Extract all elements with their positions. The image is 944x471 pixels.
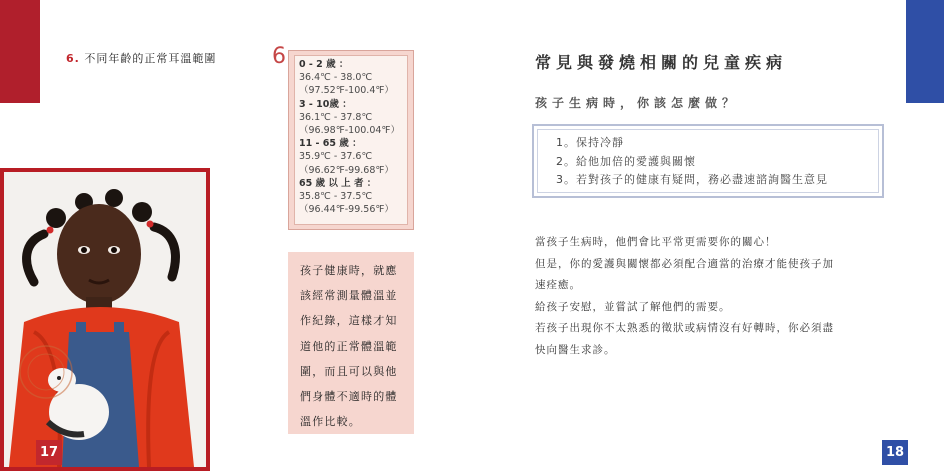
temp-celsius: 35.8℃ - 37.5℃ xyxy=(299,191,373,203)
advice-line: 道他的正常體溫範 xyxy=(300,339,398,353)
page-title: 常見與發燒相關的兒童疾病 xyxy=(535,53,788,72)
temperature-range-panel xyxy=(288,50,414,230)
body-line: 快向醫生求診。 xyxy=(535,343,616,356)
advice-line: 們身體不適時的體 xyxy=(300,390,398,404)
temp-fahrenheit: （97.52℉-100.4℉） xyxy=(299,85,394,97)
body-line: 當孩子生病時，他們會比平常更需要你的關心！ xyxy=(535,236,777,248)
temp-celsius: 36.1℃ - 37.8℃ xyxy=(299,111,373,123)
advice-line: 作紀錄，這樣才知 xyxy=(300,314,398,328)
temp-fahrenheit: （96.44℉-99.56℉） xyxy=(299,204,394,216)
page-number-left: 17 xyxy=(36,440,62,465)
advice-line: 溫作比較。 xyxy=(300,415,361,429)
body-line: 給孩子安慰，並嘗試了解他們的需要。 xyxy=(535,300,731,313)
health-advice-box xyxy=(288,252,414,434)
blue-corner-block xyxy=(906,0,944,103)
action-steps-list xyxy=(556,134,828,190)
advice-line: 圍，而且可以與他 xyxy=(300,364,398,378)
temp-fahrenheit: （96.98℉-100.04℉） xyxy=(299,125,400,137)
temp-age-label: 11 - 65 歲 ： xyxy=(299,138,362,150)
section-number: 6. xyxy=(66,52,80,65)
advice-line: 該經常測量體溫並 xyxy=(300,289,398,303)
temp-celsius: 35.9℃ - 37.6℃ xyxy=(299,151,373,163)
temp-age-label: 65 歲 以 上 者 ： xyxy=(299,177,377,189)
body-line: 但是，你的愛護與關懷都必須配合適當的治療才能使孩子加 xyxy=(535,257,834,270)
page-subtitle: 孩子生病時，你該怎麼做？ xyxy=(535,96,740,110)
body-paragraph xyxy=(535,232,885,361)
red-corner-block xyxy=(0,0,40,103)
list-item: 3。若對孩子的健康有疑問，務必盡速諮詢醫生意見 xyxy=(556,173,828,186)
list-item: 1。保持冷靜 xyxy=(556,136,624,149)
body-line: 速痊癒。 xyxy=(535,279,581,291)
list-item: 2。給他加倍的愛護與關懷 xyxy=(556,154,696,168)
temp-fahrenheit: （96.62℉-99.68℉） xyxy=(299,164,394,176)
child-illustration xyxy=(4,172,206,467)
temp-celsius: 36.4℃ - 38.0℃ xyxy=(299,72,373,84)
body-line: 若孩子出現你不太熟悉的徵狀或病情沒有好轉時，你必須盡 xyxy=(535,322,834,334)
section-heading xyxy=(66,50,216,66)
page-number-right: 18 xyxy=(882,440,908,465)
temp-age-label: 3 - 10歲 ： xyxy=(299,98,352,110)
temperature-range-list xyxy=(294,55,408,225)
child-photo-image xyxy=(4,172,206,467)
child-photo xyxy=(0,168,210,471)
temp-age-label: 0 - 2 歲 ： xyxy=(299,59,349,70)
action-steps-box xyxy=(532,124,884,198)
section-title: 不同年齡的正常耳溫範圍 xyxy=(84,52,217,65)
section-big-number: 6 xyxy=(272,44,286,69)
advice-line: 孩子健康時，就應 xyxy=(300,264,398,277)
